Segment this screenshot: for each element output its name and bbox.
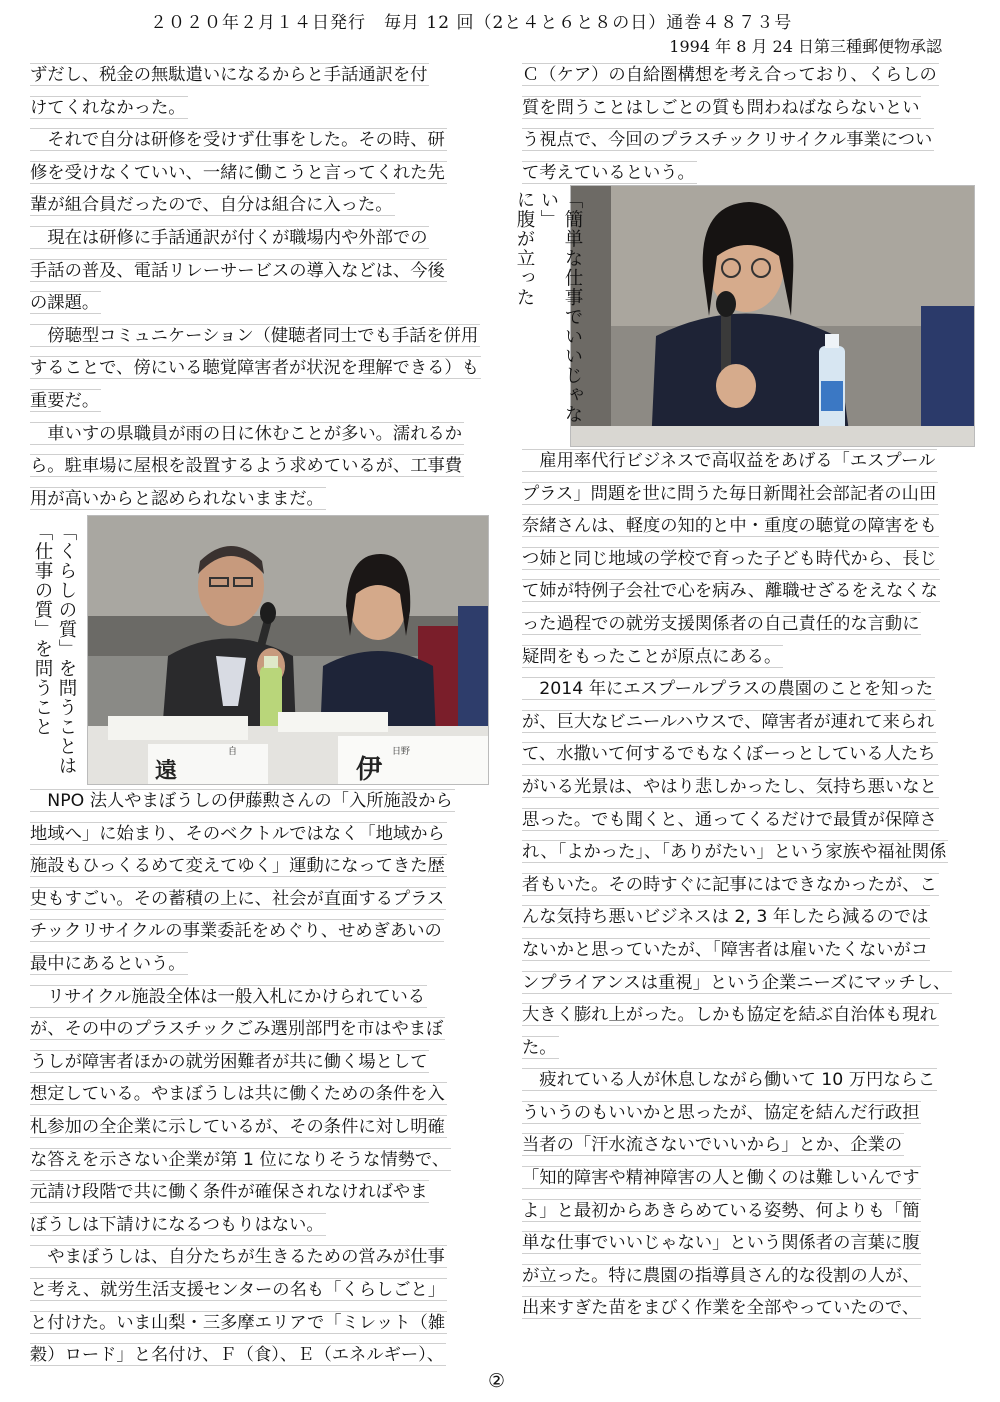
text-line	[30, 1212, 500, 1245]
text-line-content: 雇用率代行ビジネスで高収益をあげる「エスプール	[522, 451, 936, 471]
text-line-content: が立った。特に農園の指導員さん的な役割の人が、	[522, 1265, 920, 1286]
name-card-small-1: 自	[228, 746, 238, 756]
text-line-content: チックリサイクルの事業委託をめぐり、せめぎあいの	[30, 921, 442, 942]
text-line	[30, 984, 500, 1017]
text-line	[522, 1165, 982, 1198]
text-line-content: んな気持ち悪いビジネスは 2, 3 年したら減るのでは	[522, 907, 929, 928]
text-line	[30, 160, 500, 193]
page-number: ②	[488, 1370, 506, 1392]
text-line-content: 思った。でも聞くと、通ってくるだけで最賃が保障さ	[522, 809, 937, 830]
left-column-text-top	[30, 62, 500, 518]
text-line-content: 者もいた。その時すぐに記事にはできなかったが、こ	[522, 874, 937, 895]
text-line-content: リサイクル施設全体は一般入札にかけられている	[30, 986, 426, 1007]
text-line-content: 手話の普及、電話リレーサービスの導入などは、今後	[30, 260, 445, 281]
text-line	[522, 1100, 982, 1133]
text-line	[30, 95, 500, 128]
text-line-content: 疲れている人が休息しながら働いて 10 万円ならこ	[522, 1070, 936, 1091]
text-line	[522, 774, 982, 807]
text-line	[30, 1147, 500, 1180]
text-line-content: ないかと思っていたが、「障害者は雇いたくないがコ	[522, 939, 929, 960]
text-line	[522, 970, 982, 1003]
text-line-content: が、その中のプラスチックごみ選別部門を市はやまぼ	[30, 1019, 444, 1040]
right-column-text-bottom	[522, 448, 982, 1328]
photo-speaker	[570, 185, 975, 447]
right-photo-caption-line-1: 「簡単な仕事でいいじゃない」	[538, 190, 583, 424]
right-photo-caption-line-2: に腹が立った	[514, 190, 535, 307]
text-line	[30, 388, 500, 421]
text-line-content: う視点で、今回のプラスチックリサイクル事業につい	[522, 130, 933, 151]
text-line	[522, 676, 982, 709]
text-line	[30, 192, 500, 225]
text-line-content: て、水撒いて何するでもなくぼーっとしている人たち	[522, 744, 936, 765]
text-line	[522, 546, 982, 579]
text-line-content: がいる光景は、やはり悲しかったし、気持ち悪いなと	[522, 776, 937, 797]
left-photo-caption-line-2: 「仕事の質」を問うこと	[32, 522, 53, 737]
text-line	[30, 886, 500, 919]
text-line	[522, 95, 982, 128]
text-line	[522, 741, 982, 774]
text-line-content: 地域へ」に始まり、そのベクトルではなく「地域から	[30, 823, 445, 844]
text-line-content: することで、傍にいる聴覚障害者が状況を理解できる）も	[30, 358, 479, 379]
text-line	[30, 788, 500, 821]
text-line-content: うしが障害者ほかの就労困難者が共に働く場として	[30, 1051, 428, 1072]
issue-line: ２０２０年２月１４日発行 毎月 12 回（2と４と６と８の日）通巻４８７３号	[150, 13, 793, 33]
text-line	[522, 1132, 982, 1165]
text-line-content: ずだし、税金の無駄遣いになるからと手話通訳を付	[30, 65, 428, 85]
text-line-content: の課題。	[30, 293, 100, 314]
text-line-content: 奈緒さんは、軽度の知的と中・重度の聴覚の障害をも	[522, 516, 937, 537]
text-line	[30, 1342, 500, 1375]
text-line	[30, 853, 500, 886]
text-line-content: 疑問をもったことが原点にある。	[522, 646, 782, 667]
text-line	[522, 839, 982, 872]
text-line-content: つ姉と同じ地域の学校で育った子ども時代から、長じ	[522, 548, 937, 569]
text-line	[522, 904, 982, 937]
text-line-content: 元請け段階で共に働く条件が確保されなければやま	[30, 1182, 428, 1203]
text-line	[30, 225, 500, 258]
text-line	[522, 1230, 982, 1263]
text-line-content: よ」と最初からあきらめている姿勢、何よりも「簡	[522, 1200, 920, 1221]
name-card-small-2: 日野	[392, 746, 411, 756]
text-line	[522, 644, 982, 677]
text-line	[522, 807, 982, 840]
name-card-2: 伊	[356, 754, 383, 784]
text-line-content: な答えを示さない企業が第 1 位になりそうな情勢で、	[30, 1149, 450, 1170]
text-line	[522, 62, 982, 95]
text-line	[522, 448, 982, 481]
text-line	[522, 937, 982, 970]
text-line	[522, 709, 982, 742]
text-line-content: ぼうしは下請けになるつもりはない。	[30, 1214, 324, 1235]
text-line	[30, 1016, 500, 1049]
text-line-content: Ｃ（ケア）の自給圏構想を考え合っており、くらしの	[522, 65, 937, 85]
text-line-content: 2014 年にエスプールプラスの農園のことを知った	[522, 679, 933, 700]
text-line-content: 大きく膨れ上がった。しかも協定を結ぶ自治体も現れ	[522, 1005, 937, 1026]
text-line-content: 史もすごい。その蓄積の上に、社会が直面するプラス	[30, 888, 445, 909]
text-line-content: 傍聴型コミュニケーション（健聴者同士でも手話を併用	[30, 325, 479, 346]
text-line	[30, 1049, 500, 1082]
text-line	[30, 127, 500, 160]
text-line-content: と考え、就労生活支援センターの名も「くらしごと」	[30, 1279, 446, 1300]
text-line	[30, 62, 500, 95]
text-line	[522, 1295, 982, 1328]
text-line	[522, 1035, 982, 1068]
text-line	[522, 1198, 982, 1231]
text-line-content: た。	[522, 1037, 557, 1058]
text-line-content: ンプライアンスは重視」という企業ニーズにマッチし、	[522, 972, 951, 993]
text-line-content: ういうのもいいかと思ったが、協定を結んだ行政担	[522, 1102, 920, 1123]
text-line	[30, 821, 500, 854]
text-line	[522, 578, 982, 611]
text-line	[30, 1114, 500, 1147]
name-card-1: 遠	[155, 758, 178, 783]
text-line	[522, 513, 982, 546]
text-line-content: 穀）ロード」と名付け、Ｆ（食）、Ｅ（エネルギー）、	[30, 1345, 445, 1366]
text-line	[30, 951, 500, 984]
text-line	[30, 453, 500, 486]
text-line	[30, 1081, 500, 1114]
text-line-content: 現在は研修に手話通訳が付くが職場内や外部での	[30, 227, 428, 248]
text-line-content: 最中にあるという。	[30, 953, 186, 974]
text-line-content: 輩が組合員だったので、自分は組合に入った。	[30, 195, 393, 216]
text-line-content: て姉が特例子会社で心を病み、離職せざるをえなくな	[522, 581, 938, 602]
text-line	[30, 1244, 500, 1277]
text-line	[30, 1277, 500, 1310]
postal-approval-line: 1994 年 8 月 24 日第三種郵便物承認	[669, 37, 942, 56]
text-line-content: て考えているという。	[522, 162, 695, 183]
photo-panelists	[87, 515, 489, 785]
text-line	[522, 1067, 982, 1100]
text-line	[522, 1002, 982, 1035]
text-line-content: プラス」問題を世に問うた毎日新聞社会部記者の山田	[522, 483, 937, 504]
text-line-content: と付けた。いま山梨・三多摩エリアで「ミレット（雑	[30, 1312, 446, 1333]
text-line-content: 車いすの県職員が雨の日に休むことが多い。濡れるか	[30, 423, 463, 444]
text-line	[522, 127, 982, 160]
right-column-text-top	[522, 62, 982, 192]
text-line-content: れ、「よかった」、「ありがたい」という家族や福祉関係	[522, 842, 947, 863]
text-line	[30, 355, 500, 388]
text-line-content: 当者の「汗水流さないでいいから」とか、企業の	[522, 1135, 903, 1156]
text-line	[30, 323, 500, 356]
text-line	[30, 1179, 500, 1212]
text-line	[522, 481, 982, 514]
text-line-content: 札参加の全企業に示しているが、その条件に対し明確	[30, 1116, 445, 1137]
text-line-content: 重要だ。	[30, 390, 100, 411]
left-photo-caption-line-1: 「くらしの質」を問うことは	[56, 522, 77, 776]
left-column-text-bottom	[30, 788, 500, 1375]
text-line-content: 想定している。やまぼうしは共に働くための条件を入	[30, 1084, 445, 1105]
text-line-content: が、巨大なビニールハウスで、障害者が連れて来られ	[522, 711, 935, 732]
left-photo-caption	[30, 522, 78, 782]
text-line	[522, 872, 982, 905]
text-line	[522, 1263, 982, 1296]
text-line-content: 質を問うことはしごとの質も問わねばならないとい	[522, 97, 920, 118]
text-line-content: ら。駐車場に屋根を設置するよう求めているが、工事費	[30, 456, 463, 477]
text-line-content: 修を受けなくていい、一緒に働こうと言ってくれた先	[30, 162, 445, 183]
text-line	[30, 1310, 500, 1343]
text-line	[30, 290, 500, 323]
right-photo-caption	[512, 190, 584, 450]
text-line-content: NPO 法人やまぼうしの伊藤勲さんの「入所施設から	[30, 791, 453, 811]
text-line-content: それで自分は研修を受けず仕事をした。その時、研	[30, 130, 445, 151]
text-line-content: 出来すぎた苗をまびく作業を全部やっていたので、	[522, 1298, 920, 1319]
text-line-content: けてくれなかった。	[30, 97, 186, 118]
text-line-content: った過程での就労支援関係者の自己責任的な言動に	[522, 613, 920, 634]
text-line	[30, 918, 500, 951]
text-line-content: やまぼうしは、自分たちが生きるための営みが仕事	[30, 1247, 445, 1268]
text-line	[522, 611, 982, 644]
text-line-content: 用が高いからと認められないままだ。	[30, 488, 324, 509]
text-line	[30, 421, 500, 454]
text-line	[30, 486, 500, 519]
text-line-content: 施設もひっくるめて変えてゆく」運動になってきた歴	[30, 856, 445, 877]
text-line-content: 単な仕事でいいじゃない」という関係者の言葉に腹	[522, 1233, 920, 1254]
text-line	[30, 258, 500, 291]
text-line-content: 「知的障害や精神障害の人と働くのは難しいんです	[522, 1168, 920, 1189]
